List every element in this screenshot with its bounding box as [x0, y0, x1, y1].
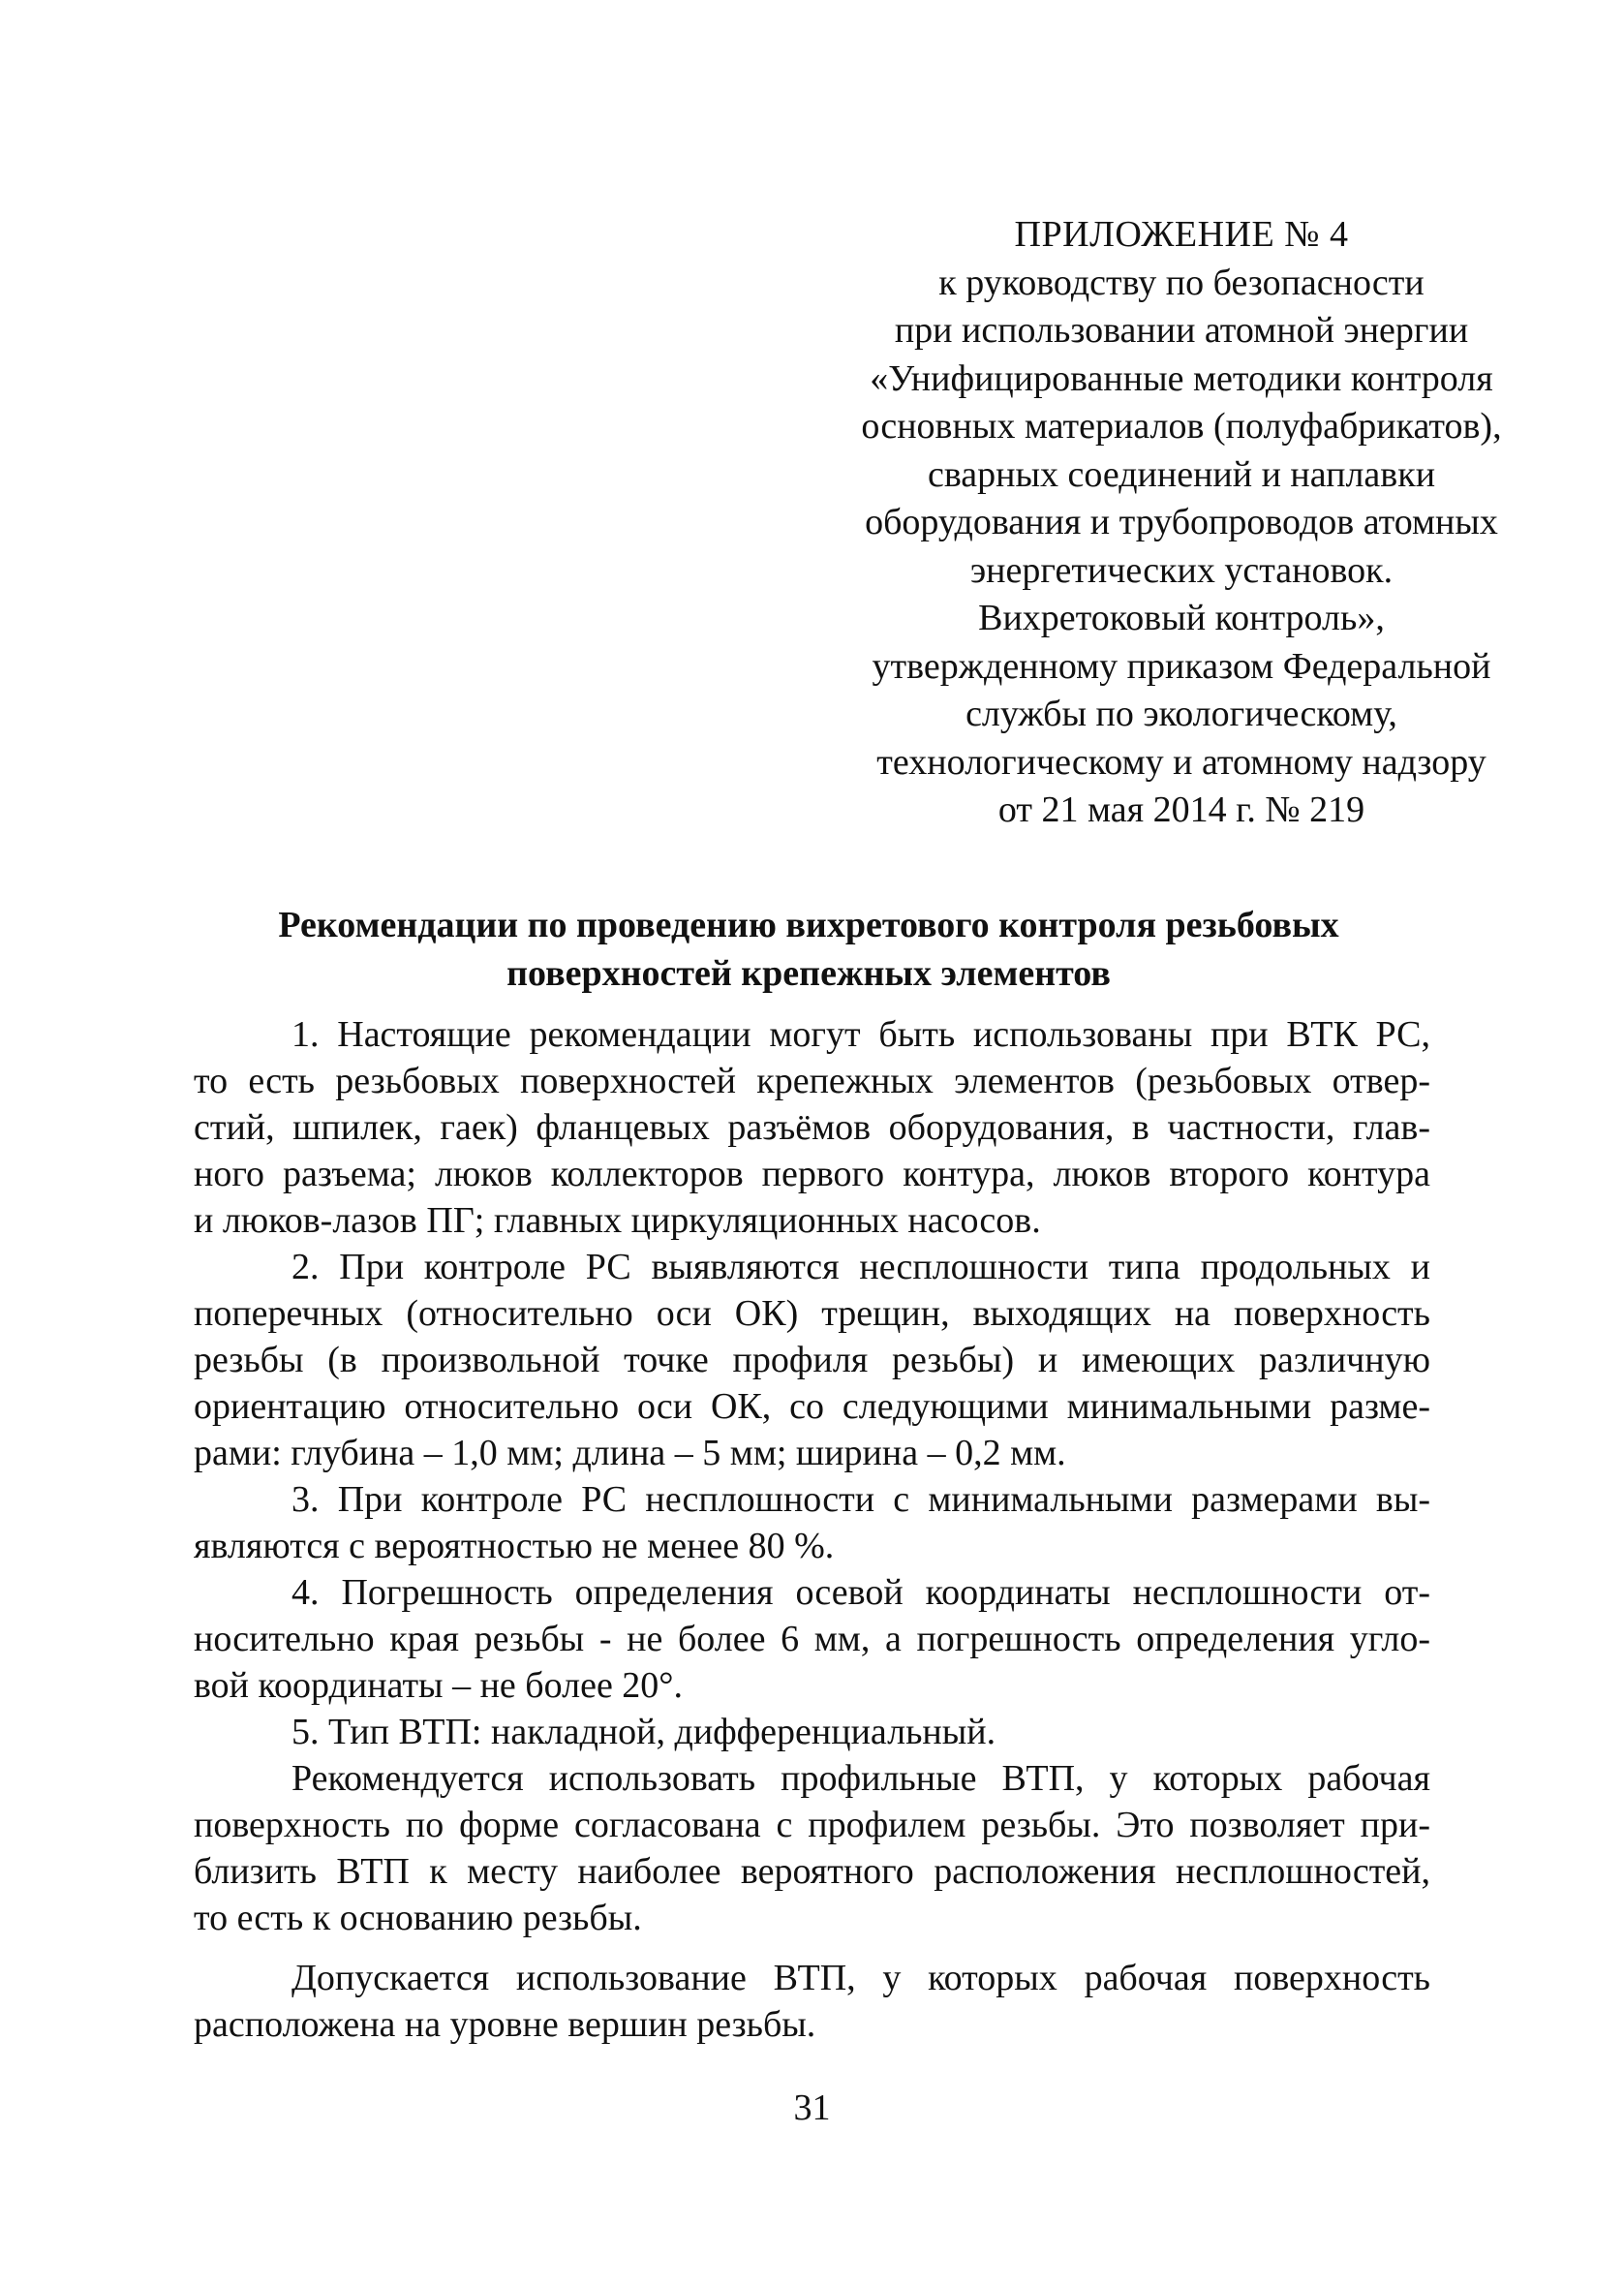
appendix-header: [833, 211, 1530, 835]
text-line: то есть к основанию резьбы.: [194, 1898, 642, 1938]
heading-line-1: Рекомендации по проведению вихретового контроля резьбовых: [278, 905, 1339, 945]
text-line: поверхность по форме согласована с профилем резьбы. Это позволяет при-: [194, 1805, 1430, 1845]
appendix-line: сварных соединений и наплавки: [927, 453, 1436, 495]
text-line: 2. При контроле РС выявляются несплошности типа продольных и: [291, 1247, 1430, 1287]
appendix-line: при использовании атомной энергии: [894, 310, 1469, 351]
paragraph-3: [194, 1476, 1430, 1569]
document-body: [194, 1011, 1430, 2048]
appendix-line: утвержденному приказом Федеральной: [872, 645, 1491, 687]
text-line: Допускается использование ВТП, у которых рабочая поверхность: [291, 1958, 1430, 1998]
paragraph-7: [194, 1955, 1430, 2048]
text-line: 1. Настоящие рекомендации могут быть использованы при ВТК РС,: [291, 1014, 1430, 1055]
appendix-line: службы по экологическому,: [965, 694, 1397, 734]
page-number: 31: [793, 2087, 831, 2128]
text-line: 5. Тип ВТП: накладной, дифференциальный.: [291, 1712, 996, 1752]
text-line: 3. При контроле РС несплошности с минимальными размерами вы-: [291, 1479, 1430, 1520]
appendix-line: основных материалов (полуфабрикатов),: [861, 406, 1502, 447]
appendix-line: от 21 мая 2014 г. № 219: [997, 789, 1365, 830]
paragraph-1: [194, 1011, 1430, 1244]
text-line: ориентацию относительно оси ОК, со следующими минимальными разме-: [194, 1386, 1430, 1427]
paragraph-spacer: [194, 1941, 1430, 1955]
heading-line-2: поверхностей крепежных элементов: [506, 953, 1111, 994]
paragraph-4: [194, 1569, 1430, 1709]
appendix-line: энергетических установок.: [969, 549, 1394, 591]
appendix-line: технологическому и атомному надзору: [876, 741, 1486, 783]
appendix-line: оборудования и трубопроводов атомных: [865, 502, 1498, 542]
text-line: 4. Погрешность определения осевой координаты несплошности от-: [291, 1572, 1430, 1613]
appendix-line: «Унифицированные методики контроля: [870, 357, 1493, 399]
text-line: Рекомендуется использовать профильные ВТП, у которых рабочая: [291, 1758, 1430, 1799]
text-line: поперечных (относительно оси ОК) трещин, выходящих на поверхность: [194, 1293, 1430, 1334]
text-line: то есть резьбовых поверхностей крепежных элементов (резьбовых отвер-: [194, 1061, 1430, 1101]
text-line: резьбы (в произвольной точке профиля резьбы) и имеющих различную: [194, 1340, 1430, 1380]
text-line: стий, шпилек, гаек) фланцевых разъёмов оборудования, в частности, глав-: [194, 1107, 1430, 1148]
text-line: являются с вероятностью не менее 80 %.: [194, 1526, 835, 1566]
paragraph-6: [194, 1755, 1430, 1941]
appendix-line: Вихретоковый контроль»,: [978, 598, 1385, 638]
text-line: рами: глубина – 1,0 мм; длина – 5 мм; ширина – 0,2 мм.: [194, 1433, 1066, 1473]
paragraph-5: [194, 1709, 1430, 1755]
text-line: близить ВТП к месту наиболее вероятного расположения несплошностей,: [194, 1851, 1430, 1892]
appendix-title: ПРИЛОЖЕНИЕ № 4: [1014, 214, 1349, 255]
text-line: носительно края резьбы - не более 6 мм, а погрешность определения угло-: [194, 1619, 1430, 1659]
paragraph-2: [194, 1244, 1430, 1476]
text-line: расположена на уровне вершин резьбы.: [194, 2004, 816, 2045]
text-line: вой координаты – не более 20°.: [194, 1665, 684, 1706]
text-line: ного разъема; люков коллекторов первого контура, люков второго контура: [194, 1154, 1430, 1194]
appendix-line: к руководству по безопасности: [938, 262, 1425, 303]
section-heading: [194, 901, 1424, 998]
text-line: и люков-лазов ПГ; главных циркуляционных насосов.: [194, 1200, 1041, 1241]
